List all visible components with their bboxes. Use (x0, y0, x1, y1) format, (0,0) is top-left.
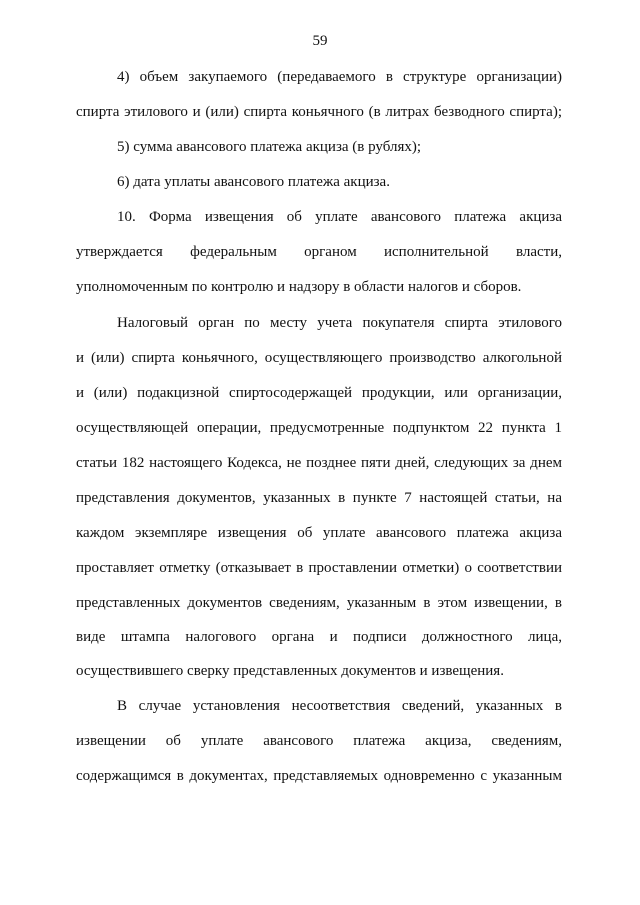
text-line: содержащимся в документах, представляемых одновременно с указанным (76, 768, 562, 784)
page-number: 59 (312, 33, 328, 49)
text-line: проставляет отметку (отказывает в проставлении отметки) о соответствии (76, 560, 562, 576)
text-line: Налоговый орган по месту учета покупателя спирта этилового (117, 315, 562, 331)
text-line: осуществляющей операции, предусмотренные подпунктом 22 пункта 1 (76, 420, 562, 436)
text-line: представленных документов сведениям, указанным в этом извещении, в (76, 595, 562, 611)
text-line: спирта этилового и (или) спирта коньячного (в литрах безводного спирта); (76, 104, 562, 120)
text-line: виде штампа налогового органа и подписи должностного лица, (76, 629, 562, 645)
text-line: статьи 182 настоящего Кодекса, не позднее пяти дней, следующих за днем (76, 455, 562, 471)
text-line: представления документов, указанных в пункте 7 настоящей статьи, на (76, 490, 562, 506)
text-line: 5) сумма авансового платежа акциза (в рублях); (117, 139, 422, 155)
text-line: 4) объем закупаемого (передаваемого в структуре организации) (117, 69, 562, 85)
text-line: каждом экземпляре извещения об уплате авансового платежа акциза (76, 525, 562, 541)
text-line: 10. Форма извещения об уплате авансового платежа акциза (117, 209, 562, 225)
text-line: извещении об уплате авансового платежа акциза, сведениям, (76, 733, 562, 749)
text-line: 6) дата уплаты авансового платежа акциза. (117, 174, 390, 190)
text-line: В случае установления несоответствия сведений, указанных в (117, 698, 562, 714)
text-line: и (или) подакцизной спиртосодержащей продукции, или организации, (76, 385, 562, 401)
text-line: осуществившего сверку представленных документов и извещения. (76, 663, 504, 679)
text-line: уполномоченным по контролю и надзору в области налогов и сборов. (76, 279, 522, 295)
text-line: и (или) спирта коньячного, осуществляющего производство алкогольной (76, 350, 562, 366)
text-line: утверждается федеральным органом исполнительной власти, (76, 244, 562, 260)
